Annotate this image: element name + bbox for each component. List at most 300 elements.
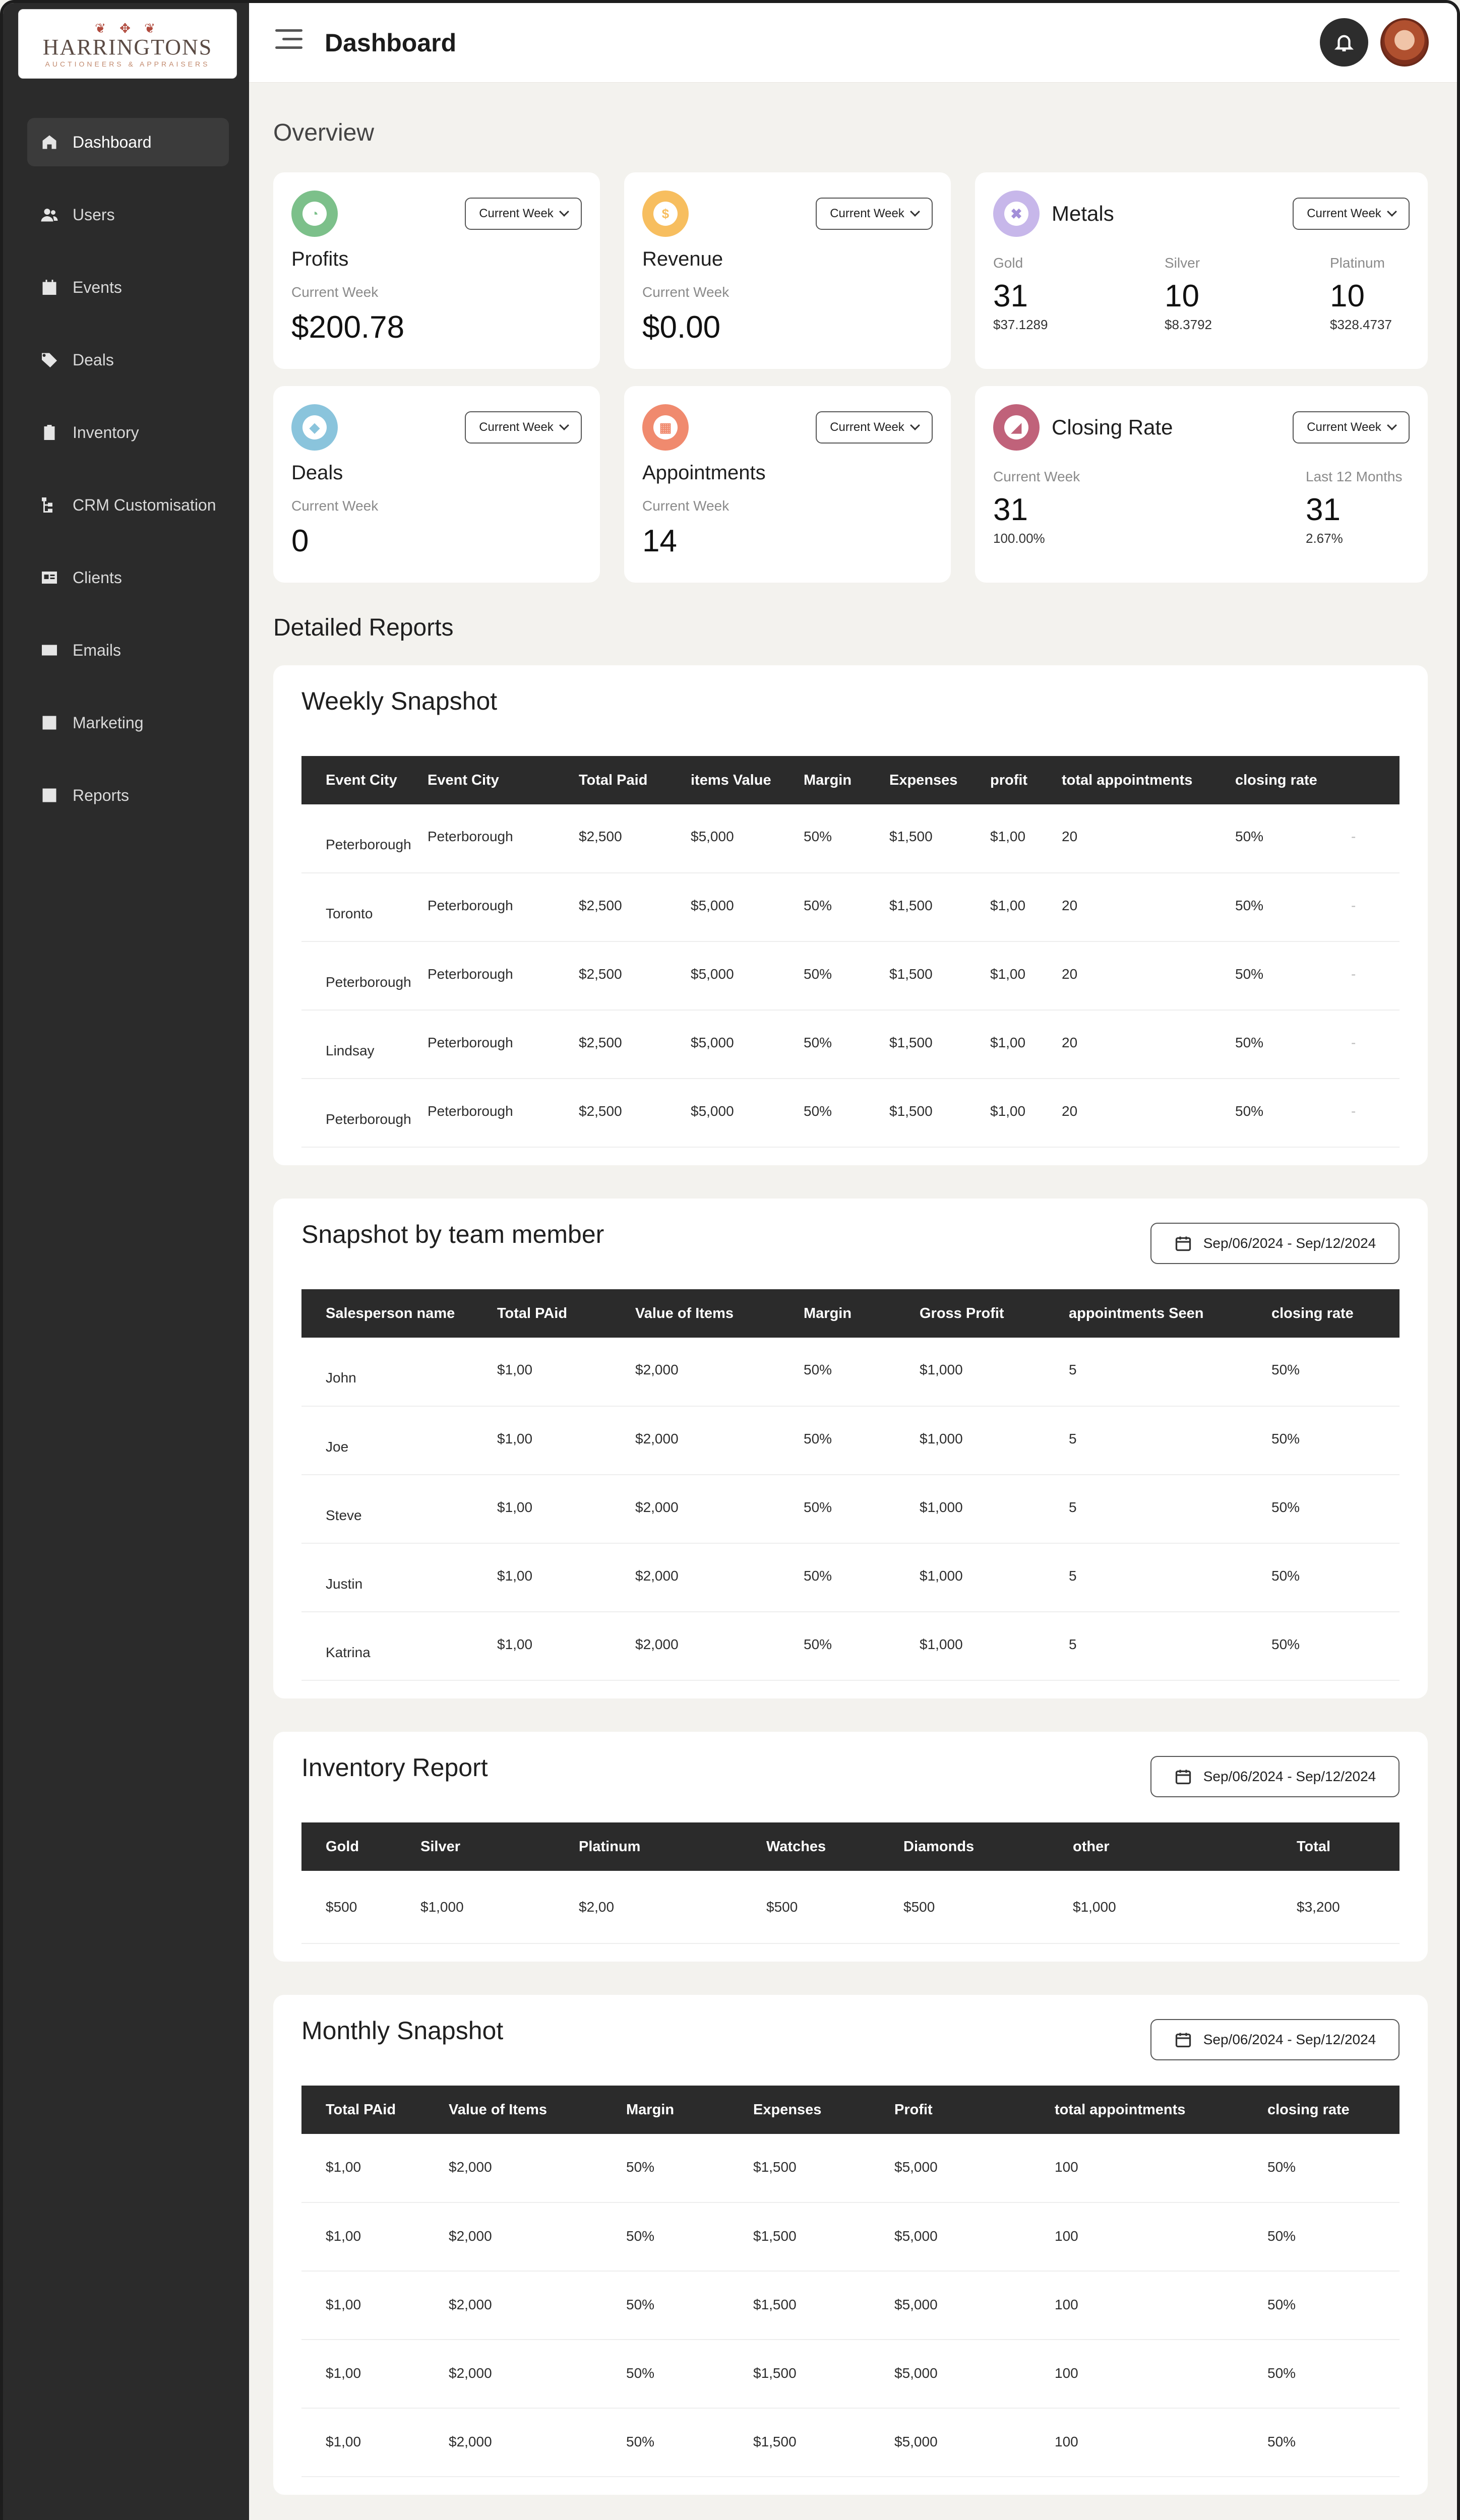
table-cell: $1,500: [753, 2340, 894, 2408]
dropdown-label: Current Week: [479, 420, 554, 434]
table-cell: 50%: [804, 1010, 889, 1079]
table-cell: $1,00: [990, 1010, 1062, 1079]
sidebar-item-label: CRM Customisation: [73, 495, 216, 514]
sidebar-item-dashboard[interactable]: [27, 118, 229, 166]
table-cell: 50%: [1235, 873, 1351, 941]
table-cell: $2,000: [635, 1406, 804, 1475]
sidebar-item-label: Deals: [73, 350, 114, 369]
table-header-row: [301, 1822, 1400, 1871]
table-cell: Peterborough: [428, 873, 579, 941]
table-cell: 20: [1062, 1010, 1235, 1079]
inventory-report-table: [301, 1822, 1400, 1944]
table-cell: $2,500: [579, 873, 691, 941]
sidebar-item-users[interactable]: [27, 191, 229, 239]
table-cell: $1,000: [920, 1338, 1069, 1406]
deals-value: 0: [291, 524, 309, 558]
table-cell: 50%: [1267, 2408, 1400, 2477]
appointments-value: 14: [642, 524, 677, 558]
dropdown-label: Current Week: [479, 207, 554, 220]
deals-subtitle: Current Week: [291, 498, 379, 514]
weekly-snapshot-card: [273, 665, 1428, 1165]
table-cell: 50%: [1235, 941, 1351, 1010]
weekly-snapshot-title: Weekly Snapshot: [301, 687, 498, 715]
table-cell: Peterborough: [301, 941, 428, 1010]
table-cell: $1,500: [753, 2134, 894, 2202]
table-cell: 50%: [1267, 2271, 1400, 2340]
sidebar-item-reports[interactable]: [27, 771, 229, 820]
team-date-range-picker[interactable]: [1150, 1223, 1400, 1264]
table-cell: 100: [1055, 2134, 1267, 2202]
id-card-icon: [39, 568, 59, 588]
profits-period-dropdown[interactable]: [465, 198, 582, 230]
calendar-icon: [1174, 2031, 1192, 2049]
table-cell: 20: [1062, 873, 1235, 941]
table-cell: $2,00: [579, 1871, 766, 1943]
inventory-report-card: [273, 1732, 1428, 1962]
table-cell: 50%: [626, 2134, 753, 2202]
sidebar-item-inventory[interactable]: [27, 408, 229, 457]
table-cell: Joe: [301, 1406, 497, 1475]
table-cell: $2,500: [579, 804, 691, 873]
table-cell: 50%: [626, 2271, 753, 2340]
table-cell: 50%: [1235, 804, 1351, 873]
table-cell: 100: [1055, 2408, 1267, 2477]
closing-count: 31: [993, 492, 1028, 527]
table-cell: $1,000: [920, 1406, 1069, 1475]
table-cell: $5,000: [894, 2271, 1055, 2340]
table-cell: 100: [1055, 2202, 1267, 2271]
calendar-icon: [1174, 1234, 1192, 1252]
table-cell: 5: [1069, 1612, 1271, 1680]
sidebar-item-crm-customisation[interactable]: [27, 481, 229, 529]
report-icon: [39, 785, 59, 805]
table-cell: $2,000: [449, 2408, 626, 2477]
deals-title: Deals: [291, 462, 343, 484]
closing-rate-period-dropdown[interactable]: [1293, 411, 1410, 444]
table-cell: -: [1351, 941, 1400, 1010]
appointments-calendar-icon: ▦: [642, 404, 689, 451]
closing-label: Last 12 Months: [1306, 469, 1403, 484]
table-cell: 50%: [804, 1543, 920, 1612]
table-cell: -: [1351, 873, 1400, 941]
sidebar-item-label: Reports: [73, 786, 130, 804]
chevron-down-icon: [910, 420, 920, 430]
metals-icon: ✖: [993, 191, 1040, 237]
monthly-snapshot-card: [273, 1995, 1428, 2495]
table-cell: $1,500: [889, 1079, 990, 1147]
deals-tag-icon: ◆: [291, 404, 338, 451]
dropdown-label: Current Week: [1307, 420, 1381, 434]
date-range-label: Sep/06/2024 - Sep/12/2024: [1203, 1769, 1376, 1784]
table-cell: $1,00: [990, 804, 1062, 873]
table-cell: 50%: [804, 873, 889, 941]
table-cell: $1,00: [301, 2271, 449, 2340]
table-header-row: [301, 756, 1400, 804]
table-row[interactable]: [301, 1612, 1400, 1680]
table-cell: $2,000: [449, 2202, 626, 2271]
sidebar-item-clients[interactable]: [27, 553, 229, 602]
table-cell: $5,000: [691, 1010, 804, 1079]
metal-amount: $328.4737: [1330, 317, 1392, 332]
table-cell: 50%: [1235, 1010, 1351, 1079]
column-header[interactable]: appointments Seen: [1069, 1305, 1204, 1321]
closing-label: Current Week: [993, 469, 1080, 484]
table-row[interactable]: [301, 1543, 1400, 1612]
notification-bell-icon[interactable]: [1320, 18, 1368, 67]
table-cell: $1,00: [301, 2340, 449, 2408]
sidebar-item-label: Emails: [73, 641, 121, 659]
users-icon: [39, 205, 59, 225]
metal-count: 31: [993, 279, 1028, 313]
table-cell: 50%: [626, 2408, 753, 2477]
column-header[interactable]: Silver: [420, 1838, 460, 1855]
sidebar-item-label: Inventory: [73, 423, 139, 442]
tag-icon: [39, 350, 59, 370]
table-cell: $1,00: [990, 1079, 1062, 1147]
table-cell: Peterborough: [301, 1079, 428, 1147]
metals-title: Metals: [1052, 202, 1114, 225]
metal-label: Platinum: [1330, 255, 1385, 271]
table-cell: Justin: [301, 1543, 497, 1612]
table-row[interactable]: [301, 941, 1400, 1010]
table-cell: 50%: [1267, 2202, 1400, 2271]
column-header[interactable]: items Value: [691, 772, 771, 788]
logo-tagline: AUCTIONEERS & APPRAISERS: [45, 60, 210, 68]
team-snapshot-table: [301, 1289, 1400, 1681]
column-header[interactable]: Expenses: [753, 2101, 822, 2118]
monthly-snapshot-table: [301, 2086, 1400, 2477]
table-row[interactable]: [301, 1871, 1400, 1943]
table-cell: Toronto: [301, 873, 428, 941]
table-cell: 50%: [1271, 1612, 1400, 1680]
table-cell: Peterborough: [428, 1010, 579, 1079]
table-cell: 20: [1062, 941, 1235, 1010]
column-header[interactable]: Total Paid: [579, 772, 648, 788]
table-cell: 50%: [1235, 1079, 1351, 1147]
table-cell: $2,000: [635, 1338, 804, 1406]
sidebar-item-label: Marketing: [73, 713, 144, 732]
table-row[interactable]: [301, 1475, 1400, 1543]
sidebar: [3, 3, 249, 2520]
table-cell: $1,00: [497, 1475, 635, 1543]
metal-amount: $8.3792: [1165, 317, 1212, 332]
table-cell: 50%: [804, 1338, 920, 1406]
deals-card: [273, 386, 600, 583]
table-cell: $5,000: [894, 2202, 1055, 2271]
table-cell: $1,500: [889, 941, 990, 1010]
mail-icon: [39, 640, 59, 660]
logo-crest: ❦ ✥ ❦: [95, 21, 160, 36]
table-cell: $2,000: [449, 2271, 626, 2340]
chevron-down-icon: [559, 207, 569, 217]
chart-icon: [39, 713, 59, 733]
overview-heading: Overview: [273, 119, 375, 146]
table-cell: John: [301, 1338, 497, 1406]
column-header[interactable]: Profit: [894, 2101, 933, 2118]
sidebar-item-label: Users: [73, 205, 115, 224]
table-cell: $1,00: [990, 941, 1062, 1010]
table-cell: 5: [1069, 1475, 1271, 1543]
table-row[interactable]: [301, 2408, 1400, 2477]
monthly-snapshot-title: Monthly Snapshot: [301, 2017, 504, 2045]
table-cell: $2,000: [449, 2134, 626, 2202]
table-cell: Steve: [301, 1475, 497, 1543]
column-header[interactable]: Platinum: [579, 1838, 641, 1855]
table-cell: 5: [1069, 1406, 1271, 1475]
revenue-period-dropdown[interactable]: [816, 198, 933, 230]
column-header[interactable]: total appointments: [1062, 772, 1193, 788]
top-header: [249, 3, 1460, 83]
table-cell: $2,500: [579, 1079, 691, 1147]
metals-card: [975, 172, 1428, 369]
table-cell: $2,000: [635, 1475, 804, 1543]
column-header[interactable]: Event City: [428, 772, 499, 788]
table-cell: $1,000: [920, 1475, 1069, 1543]
sidebar-nav: [27, 118, 229, 844]
table-cell: 50%: [626, 2340, 753, 2408]
table-cell: $5,000: [691, 873, 804, 941]
table-cell: 50%: [804, 1612, 920, 1680]
table-cell: $1,00: [497, 1406, 635, 1475]
metal-gold: [993, 255, 1048, 333]
sidebar-item-emails[interactable]: [27, 626, 229, 674]
table-cell: 100: [1055, 2271, 1267, 2340]
sidebar-item-deals[interactable]: [27, 336, 229, 384]
metals-period-dropdown[interactable]: [1293, 198, 1410, 230]
table-row[interactable]: [301, 2271, 1400, 2340]
inventory-date-range-picker[interactable]: [1150, 1756, 1400, 1797]
column-header[interactable]: Watches: [766, 1838, 826, 1855]
appointments-subtitle: Current Week: [642, 498, 729, 514]
home-icon: [39, 132, 59, 152]
table-cell: $1,000: [1073, 1871, 1297, 1943]
table-cell: $1,500: [889, 804, 990, 873]
column-header[interactable]: total appointments: [1055, 2101, 1186, 2118]
closing-last-12-months: [1306, 469, 1402, 546]
table-header-row: [301, 1289, 1400, 1338]
table-cell: 50%: [804, 804, 889, 873]
metal-count: 10: [1330, 279, 1365, 313]
table-cell: 50%: [1271, 1338, 1400, 1406]
closing-current-week: [993, 469, 1080, 546]
column-header[interactable]: Salesperson name: [326, 1305, 455, 1321]
sidebar-item-marketing[interactable]: [27, 699, 229, 747]
table-cell: $5,000: [691, 804, 804, 873]
sidebar-item-events[interactable]: [27, 263, 229, 311]
table-cell: $2,000: [635, 1612, 804, 1680]
calendar-icon: [1174, 1768, 1192, 1786]
table-cell: 50%: [804, 1406, 920, 1475]
column-header[interactable]: Gold: [326, 1838, 359, 1855]
profits-icon: ◔: [291, 191, 338, 237]
sidebar-item-label: Clients: [73, 568, 122, 587]
table-cell: $2,000: [449, 2340, 626, 2408]
table-header-row: [301, 2086, 1400, 2134]
table-cell: $1,00: [301, 2408, 449, 2477]
table-row[interactable]: [301, 804, 1400, 873]
table-cell: $3,200: [1297, 1871, 1400, 1943]
user-avatar[interactable]: [1380, 18, 1429, 67]
table-cell: -: [1351, 804, 1400, 873]
table-cell: $1,00: [497, 1543, 635, 1612]
table-cell: $1,00: [301, 2134, 449, 2202]
column-header[interactable]: Total: [1297, 1838, 1331, 1855]
table-row[interactable]: [301, 2134, 1400, 2202]
table-cell: Lindsay: [301, 1010, 428, 1079]
column-header[interactable]: Margin: [626, 2101, 675, 2118]
date-range-label: Sep/06/2024 - Sep/12/2024: [1203, 1235, 1376, 1251]
metal-silver: [1165, 255, 1212, 333]
page-title: Dashboard: [325, 29, 457, 57]
table-cell: 5: [1069, 1338, 1271, 1406]
column-header[interactable]: closing rate: [1235, 772, 1317, 788]
table-cell: -: [1351, 1079, 1400, 1147]
table-cell: 5: [1069, 1543, 1271, 1612]
column-header[interactable]: Diamonds: [903, 1838, 975, 1855]
table-cell: Peterborough: [428, 804, 579, 873]
column-header[interactable]: profit: [990, 772, 1028, 788]
table-cell: $1,500: [889, 1010, 990, 1079]
table-cell: $2,500: [579, 1010, 691, 1079]
hierarchy-icon: [39, 495, 59, 515]
closing-percent: 100.00%: [993, 531, 1045, 546]
table-cell: $1,500: [889, 873, 990, 941]
logo-name: HARRINGTONS: [42, 35, 213, 59]
table-cell: $500: [766, 1871, 903, 1943]
table-cell: 20: [1062, 804, 1235, 873]
table-row[interactable]: [301, 1079, 1400, 1147]
table-row[interactable]: [301, 873, 1400, 941]
inventory-report-title: Inventory Report: [301, 1753, 488, 1782]
date-range-label: Sep/06/2024 - Sep/12/2024: [1203, 2032, 1376, 2047]
table-row[interactable]: [301, 1010, 1400, 1079]
deals-period-dropdown[interactable]: [465, 411, 582, 444]
table-cell: Peterborough: [428, 1079, 579, 1147]
revenue-card: [624, 172, 951, 369]
revenue-icon: $: [642, 191, 689, 237]
appointments-period-dropdown[interactable]: [816, 411, 933, 444]
column-header[interactable]: Margin: [804, 1305, 852, 1321]
table-cell: Peterborough: [428, 941, 579, 1010]
table-cell: $1,000: [420, 1871, 579, 1943]
chevron-down-icon: [910, 207, 920, 217]
table-cell: $1,00: [497, 1338, 635, 1406]
metal-platinum: [1330, 255, 1392, 333]
table-cell: 20: [1062, 1079, 1235, 1147]
table-cell: $5,000: [894, 2408, 1055, 2477]
weekly-snapshot-table: [301, 756, 1400, 1148]
table-cell: $1,000: [920, 1612, 1069, 1680]
table-cell: 50%: [1267, 2340, 1400, 2408]
calendar-icon: [39, 277, 59, 297]
monthly-date-range-picker[interactable]: [1150, 2019, 1400, 2060]
dropdown-label: Current Week: [1307, 207, 1381, 220]
table-cell: Peterborough: [301, 804, 428, 873]
table-cell: $2,000: [635, 1543, 804, 1612]
revenue-subtitle: Current Week: [642, 284, 729, 300]
table-cell: 50%: [804, 1475, 920, 1543]
appointments-title: Appointments: [642, 462, 766, 484]
revenue-title: Revenue: [642, 248, 723, 270]
table-cell: $1,500: [753, 2202, 894, 2271]
column-header[interactable]: Gross Profit: [920, 1305, 1004, 1321]
profits-title: Profits: [291, 248, 349, 270]
dropdown-label: Current Week: [830, 420, 904, 434]
column-header[interactable]: Total PAid: [497, 1305, 568, 1321]
table-cell: $1,00: [301, 2202, 449, 2271]
table-cell: Katrina: [301, 1612, 497, 1680]
revenue-value: $0.00: [642, 310, 721, 345]
column-header[interactable]: Margin: [804, 772, 852, 788]
closing-count: 31: [1306, 492, 1341, 527]
profits-value: $200.78: [291, 310, 405, 345]
table-cell: $5,000: [691, 941, 804, 1010]
metal-amount: $37.1289: [993, 317, 1048, 332]
table-cell: 50%: [1271, 1406, 1400, 1475]
table-cell: $500: [301, 1871, 420, 1943]
column-header[interactable]: Total PAid: [326, 2101, 396, 2118]
table-row[interactable]: [301, 1338, 1400, 1406]
brand-logo[interactable]: [18, 9, 237, 79]
chevron-down-icon: [559, 420, 569, 430]
column-header[interactable]: closing rate: [1267, 2101, 1350, 2118]
table-cell: $1,500: [753, 2408, 894, 2477]
table-cell: 50%: [1267, 2134, 1400, 2202]
appointments-card: [624, 386, 951, 583]
profits-subtitle: Current Week: [291, 284, 379, 300]
table-row[interactable]: [301, 2202, 1400, 2271]
metal-label: Gold: [993, 255, 1023, 271]
sidebar-item-label: Events: [73, 278, 122, 296]
dropdown-label: Current Week: [830, 207, 904, 220]
table-cell: 50%: [1271, 1543, 1400, 1612]
closing-percent: 2.67%: [1306, 531, 1343, 546]
table-cell: $1,00: [990, 873, 1062, 941]
column-header[interactable]: Value of Items: [635, 1305, 734, 1321]
table-cell: $1,00: [497, 1612, 635, 1680]
table-cell: $5,000: [894, 2340, 1055, 2408]
metal-count: 10: [1165, 279, 1199, 313]
table-cell: 50%: [1271, 1475, 1400, 1543]
table-row[interactable]: [301, 2340, 1400, 2408]
table-cell: $2,500: [579, 941, 691, 1010]
weekly-snapshot-body: [301, 804, 1400, 1147]
table-cell: $5,000: [894, 2134, 1055, 2202]
table-cell: 50%: [626, 2202, 753, 2271]
table-cell: 50%: [804, 941, 889, 1010]
team-snapshot-title: Snapshot by team member: [301, 1220, 604, 1248]
sidebar-item-label: Dashboard: [73, 133, 152, 151]
detailed-reports-heading: Detailed Reports: [273, 614, 454, 641]
table-cell: $5,000: [691, 1079, 804, 1147]
chevron-down-icon: [1387, 420, 1397, 430]
clipboard-icon: [39, 422, 59, 443]
table-cell: $500: [903, 1871, 1073, 1943]
profits-card: [273, 172, 600, 369]
table-cell: $1,000: [920, 1543, 1069, 1612]
column-header[interactable]: Value of Items: [449, 2101, 548, 2118]
closing-rate-title: Closing Rate: [1052, 415, 1173, 439]
table-row[interactable]: [301, 1406, 1400, 1475]
column-header[interactable]: other: [1073, 1838, 1110, 1855]
menu-toggle-icon[interactable]: [275, 29, 302, 53]
column-header[interactable]: Event City: [326, 772, 397, 788]
table-cell: 100: [1055, 2340, 1267, 2408]
column-header[interactable]: Expenses: [889, 772, 958, 788]
team-snapshot-card: [273, 1199, 1428, 1698]
column-header[interactable]: closing rate: [1271, 1305, 1354, 1321]
column-header: [1351, 756, 1400, 804]
